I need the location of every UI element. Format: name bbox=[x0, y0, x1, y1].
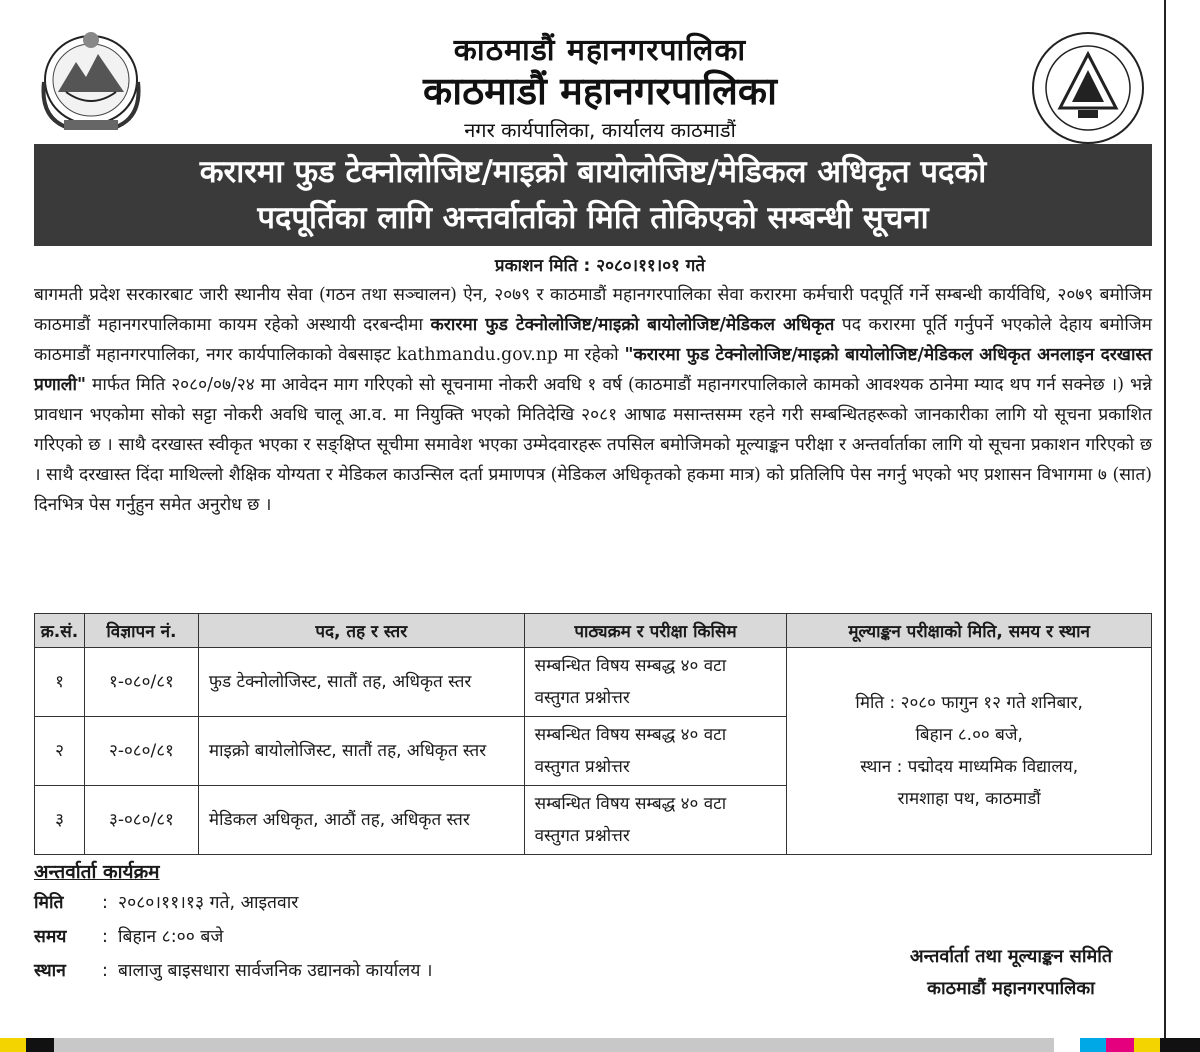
signature-committee: अन्तर्वार्ता तथा मूल्याङ्कन समिति bbox=[909, 946, 1113, 967]
cell-schedule bbox=[787, 648, 1152, 855]
colon: : bbox=[102, 927, 108, 947]
print-registration-bar bbox=[0, 1038, 1200, 1052]
cell-ad-no: ३-०८०/८१ bbox=[84, 786, 198, 855]
col-header-post: पद, तह र स्तर bbox=[198, 614, 524, 648]
table-row bbox=[35, 648, 1152, 717]
body-part-3: मार्फत मिति २०८०/०७/२४ मा आवेदन माग गरिएको सो सूचनामा नोकरी अवधि १ वर्ष (काठमाडौं महानगरपालिकाले कामको आवश्यक ठानेमा म्याद थप गर्न सक्नेछ ।) भन्ने प्रावधान भएकोमा सोको सट्टा नोकरी अवधि चालू आ.व. मा नियुक्ति भएको मितिदेखि २०८१ आषाढ मसान्तसम्म रहने गरी सम्बन्धितहरूको जानकारीका लागि यो सूचना प्रकाशित गरिएको छ । साथै दरखास्त स्वीकृत भएका र सङ्क्षिप्त सूचीमा समावेश भएका उम्मेदवारहरू तपसिल बमोजिमको मूल्याङ्कन परीक्षा र अन्तर्वार्ताका लागि यो सूचना प्रकाशन गरिएको छ । साथै दरखास्त दिंदा माथिल्लो शैक्षिक योग्यता र मेडिकल काउन्सिल दर्ता प्रमाणपत्र (मेडिकल अधिकृतको हकमा मात्र) को प्रतिलिपि पेस नगर्नु भएको भए प्रशासन विभागमा ७ (सात) दिनभित्र पेस गर्नुहुन समेत अनुरोध छ । bbox=[34, 375, 1152, 515]
interview-program-title: अन्तर्वार्ता कार्यक्रम bbox=[34, 861, 160, 883]
notice-title-line2: पदपूर्तिका लागि अन्तर्वार्ताको मिति तोकिएको सम्बन्धी सूचना bbox=[257, 200, 929, 236]
schedule-time: बिहान ८.०० बजे, bbox=[915, 725, 1023, 745]
cell-ad-no: २-०८०/८१ bbox=[84, 717, 198, 786]
cell-sn: ३ bbox=[35, 786, 85, 855]
schedule-venue-address: रामशाहा पथ, काठमाडौं bbox=[897, 789, 1041, 809]
schedule-date: मिति : २०८० फागुन १२ गते शनिबार, bbox=[855, 693, 1083, 713]
cell-sn: १ bbox=[35, 648, 85, 717]
notice-title-band bbox=[34, 144, 1152, 246]
office-subtitle: नगर कार्यपालिका, कार्यालय काठमाडौं bbox=[464, 118, 736, 142]
municipality-title-calligraphy: काठमाडौं महानगरपालिका bbox=[423, 68, 777, 113]
body-part-2: पद करारमा पूर्ति गर्नुपर्ने भएकोले देहाय बमोजिम काठमाडौं महानगरपालिका, नगर कार्यपालिकाको वेबसाइट kathmandu.gov.np मा रहेको bbox=[34, 315, 1152, 365]
page-border-line bbox=[1164, 0, 1166, 1040]
colon: : bbox=[102, 961, 108, 981]
publication-date: प्रकाशन मिति : २०८०।११।०१ गते bbox=[494, 256, 706, 276]
col-header-ad-no: विज्ञापन नं. bbox=[84, 614, 198, 648]
col-header-schedule: मूल्याङ्कन परीक्षाको मिति, समय र स्थान bbox=[787, 614, 1152, 648]
positions-table bbox=[34, 613, 1152, 855]
body-bold-system: "करारमा फुड टेक्नोलोजिष्ट/माइक्रो बायोलोजिष्ट/मेडिकल अधिकृत अनलाइन दरखास्त प्रणाली" bbox=[34, 345, 1152, 395]
colon: : bbox=[102, 893, 108, 913]
interview-place-value: बालाजु बाइसधारा सार्वजनिक उद्यानको कार्यालय । bbox=[118, 961, 433, 981]
cell-post: माइक्रो बायोलोजिस्ट, सातौं तह, अधिकृत स्तर bbox=[198, 717, 524, 786]
interview-time-row bbox=[34, 924, 223, 948]
schedule-venue: स्थान : पद्मोदय माध्यमिक विद्यालय, bbox=[860, 757, 1079, 777]
signature-office: काठमाडौं महानगरपालिका bbox=[927, 978, 1095, 999]
notice-body bbox=[34, 280, 1152, 520]
col-header-exam: पाठ्यक्रम र परीक्षा किसिम bbox=[524, 614, 787, 648]
interview-time-label: समय bbox=[34, 927, 67, 947]
notice-title-line1: करारमा फुड टेक्नोलोजिष्ट/माइक्रो बायोलोजिष्ट/मेडिकल अधिकृत पदको bbox=[199, 154, 987, 190]
interview-date-row bbox=[34, 890, 298, 914]
cell-post: मेडिकल अधिकृत, आठौं तह, अधिकृत स्तर bbox=[198, 786, 524, 855]
cell-exam: सम्बन्धित विषय सम्बद्ध ४० वटा वस्तुगत प्रश्नोत्तर bbox=[524, 786, 787, 855]
cell-ad-no: १-०८०/८१ bbox=[84, 648, 198, 717]
table-header-row bbox=[35, 614, 1152, 648]
cell-sn: २ bbox=[35, 717, 85, 786]
body-bold-posts: करारमा फुड टेक्नोलोजिष्ट/माइक्रो बायोलोजिष्ट/मेडिकल अधिकृत bbox=[430, 315, 835, 335]
interview-date-label: मिति bbox=[34, 893, 64, 913]
interview-date-value: २०८०।११।१३ गते, आइतवार bbox=[118, 893, 299, 913]
body-part-1: बागमती प्रदेश सरकारबाट जारी स्थानीय सेवा (गठन तथा सञ्चालन) ऐन, २०७९ र काठमाडौं महानगरपालिका सेवा करारमा कर्मचारी पदपूर्ति गर्ने सम्बन्धी कार्यविधि, २०७९ बमोजिम काठमाडौं महानगरपालिकामा कायम रहेको अस्थायी दरबन्दीमा bbox=[34, 285, 1152, 335]
cell-exam: सम्बन्धित विषय सम्बद्ध ४० वटा वस्तुगत प्रश्नोत्तर bbox=[524, 648, 787, 717]
col-header-sn: क्र.सं. bbox=[35, 614, 85, 648]
cell-exam: सम्बन्धित विषय सम्बद्ध ४० वटा वस्तुगत प्रश्नोत्तर bbox=[524, 717, 787, 786]
interview-place-label: स्थान bbox=[34, 961, 66, 981]
municipality-title: काठमाडौं महानगरपालिका bbox=[453, 33, 747, 68]
interview-time-value: बिहान ८:०० बजे bbox=[118, 927, 224, 947]
cell-post: फुड टेक्नोलोजिस्ट, सातौं तह, अधिकृत स्तर bbox=[198, 648, 524, 717]
interview-place-row bbox=[34, 958, 433, 982]
